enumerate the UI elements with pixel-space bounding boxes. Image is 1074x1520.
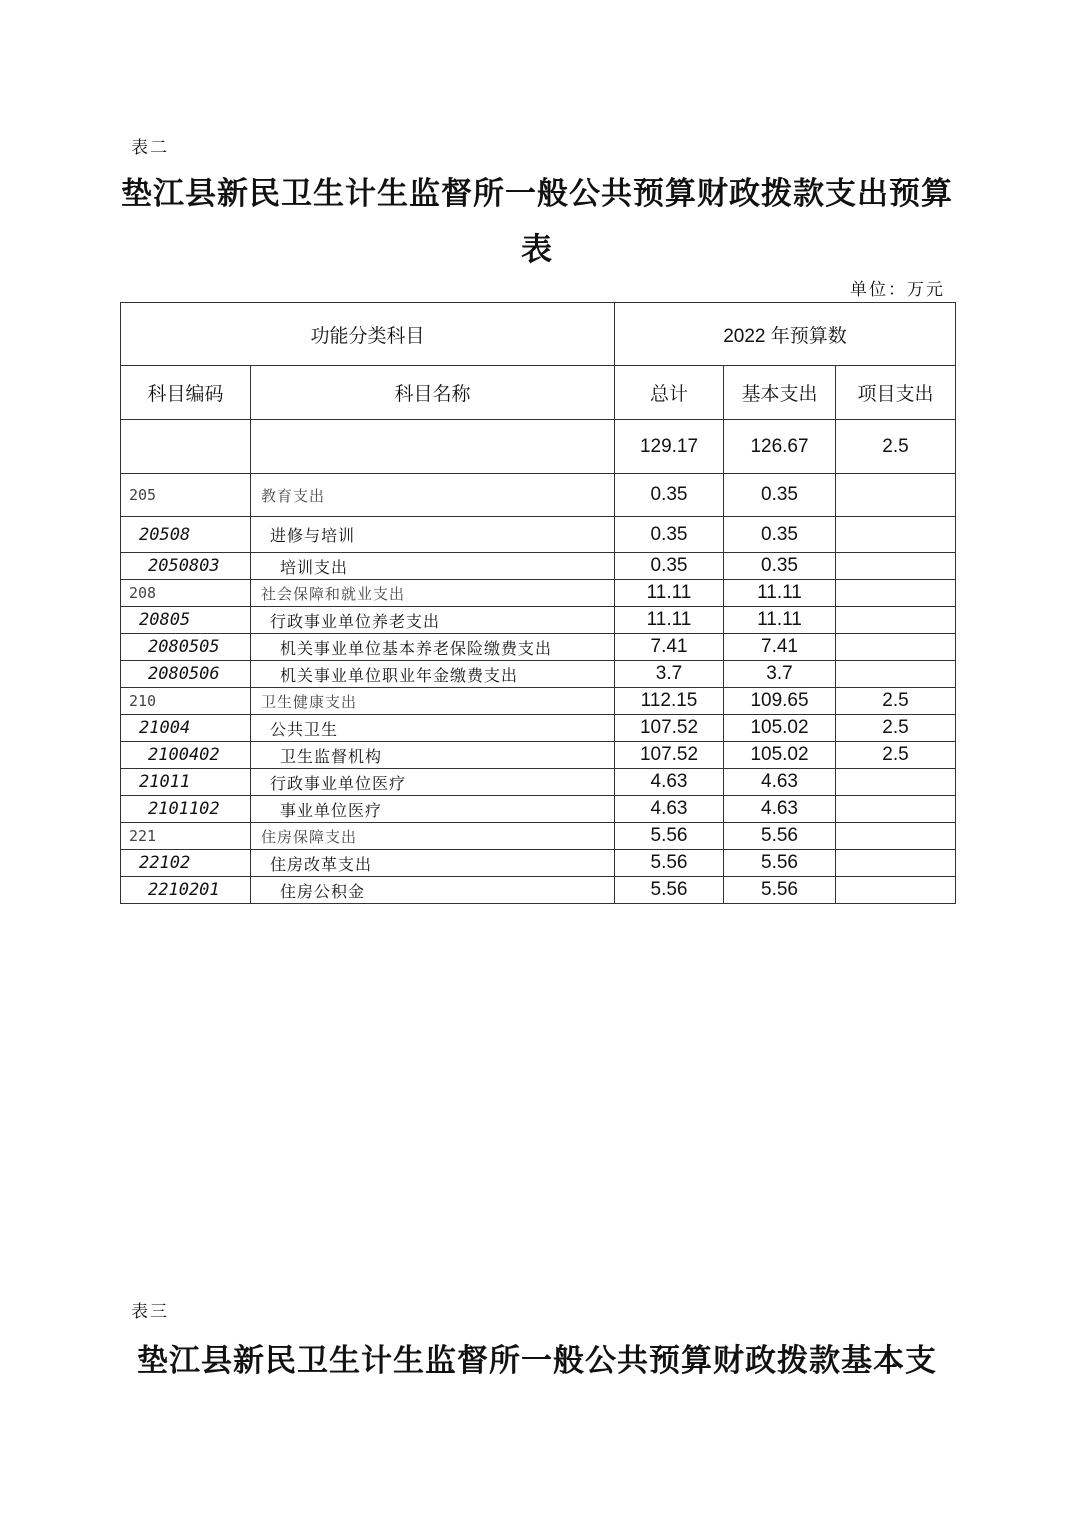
row-code: 21011 <box>121 769 251 796</box>
row-basic: 4.63 <box>724 769 836 796</box>
row-project <box>836 553 956 580</box>
row-code: 22102 <box>121 850 251 877</box>
total-header: 总计 <box>615 366 724 420</box>
row-basic: 3.7 <box>724 661 836 688</box>
table-row <box>121 517 956 553</box>
table-row <box>121 742 956 769</box>
table-row <box>121 715 956 742</box>
table-row <box>121 607 956 634</box>
table2-label: 表二 <box>131 138 169 158</box>
row-basic: 0.35 <box>724 553 836 580</box>
row-project <box>836 796 956 823</box>
row-name: 机关事业单位基本养老保险缴费支出 <box>251 634 615 661</box>
code-header: 科目编码 <box>121 366 251 420</box>
row-name: 卫生健康支出 <box>251 688 615 715</box>
table-row <box>121 769 956 796</box>
row-code: 2080505 <box>121 634 251 661</box>
row-code: 21004 <box>121 715 251 742</box>
row-basic: 4.63 <box>724 796 836 823</box>
budget-year-header: 2022 年预算数 <box>615 303 956 366</box>
row-basic: 11.11 <box>724 580 836 607</box>
row-code: 221 <box>121 823 251 850</box>
header-row-1 <box>121 303 956 366</box>
row-project <box>836 661 956 688</box>
row-name: 住房保障支出 <box>251 823 615 850</box>
table-row <box>121 796 956 823</box>
table3-label: 表三 <box>131 1302 169 1322</box>
table-row <box>121 580 956 607</box>
row-total: 11.11 <box>615 607 724 634</box>
table-row <box>121 850 956 877</box>
table-row <box>121 634 956 661</box>
row-code: 2050803 <box>121 553 251 580</box>
table2-title-line1: 垫江县新民卫生计生监督所一般公共预算财政拨款支出预算 <box>121 176 953 212</box>
row-code: 20508 <box>121 517 251 553</box>
row-project <box>836 769 956 796</box>
totals-basic: 126.67 <box>724 420 836 474</box>
table2-title-line2: 表 <box>521 232 553 268</box>
row-project <box>836 474 956 517</box>
row-total: 0.35 <box>615 474 724 517</box>
row-name: 住房公积金 <box>251 877 615 904</box>
row-name: 行政事业单位养老支出 <box>251 607 615 634</box>
row-project: 2.5 <box>836 715 956 742</box>
row-total: 4.63 <box>615 796 724 823</box>
row-project: 2.5 <box>836 742 956 769</box>
row-project <box>836 877 956 904</box>
row-total: 0.35 <box>615 553 724 580</box>
row-name: 培训支出 <box>251 553 615 580</box>
basic-header: 基本支出 <box>724 366 836 420</box>
row-code: 2100402 <box>121 742 251 769</box>
totals-project: 2.5 <box>836 420 956 474</box>
table-row <box>121 553 956 580</box>
row-code: 208 <box>121 580 251 607</box>
row-basic: 7.41 <box>724 634 836 661</box>
row-basic: 5.56 <box>724 823 836 850</box>
row-name: 进修与培训 <box>251 517 615 553</box>
row-total: 4.63 <box>615 769 724 796</box>
row-basic: 105.02 <box>724 742 836 769</box>
row-total: 0.35 <box>615 517 724 553</box>
row-name: 住房改革支出 <box>251 850 615 877</box>
row-basic: 5.56 <box>724 877 836 904</box>
row-project <box>836 823 956 850</box>
row-total: 112.15 <box>615 688 724 715</box>
row-code: 205 <box>121 474 251 517</box>
table-row <box>121 877 956 904</box>
totals-code-cell <box>121 420 251 474</box>
table-row <box>121 474 956 517</box>
func-category-header: 功能分类科目 <box>121 303 615 366</box>
table-row <box>121 661 956 688</box>
row-project <box>836 517 956 553</box>
row-total: 3.7 <box>615 661 724 688</box>
row-basic: 105.02 <box>724 715 836 742</box>
totals-name-cell <box>251 420 615 474</box>
row-code: 20805 <box>121 607 251 634</box>
row-total: 5.56 <box>615 877 724 904</box>
row-total: 107.52 <box>615 715 724 742</box>
row-name: 卫生监督机构 <box>251 742 615 769</box>
row-code: 2101102 <box>121 796 251 823</box>
row-total: 5.56 <box>615 823 724 850</box>
unit-label: 单位：万元 <box>850 280 945 300</box>
row-code: 2080506 <box>121 661 251 688</box>
row-total: 5.56 <box>615 850 724 877</box>
table3-title-line1: 垫江县新民卫生计生监督所一般公共预算财政拨款基本支 <box>137 1343 937 1379</box>
budget-table <box>120 302 956 904</box>
row-basic: 5.56 <box>724 850 836 877</box>
row-name: 社会保障和就业支出 <box>251 580 615 607</box>
row-name: 公共卫生 <box>251 715 615 742</box>
row-name: 行政事业单位医疗 <box>251 769 615 796</box>
table-row <box>121 823 956 850</box>
row-project <box>836 580 956 607</box>
row-total: 7.41 <box>615 634 724 661</box>
table-row <box>121 688 956 715</box>
row-project <box>836 634 956 661</box>
row-name: 机关事业单位职业年金缴费支出 <box>251 661 615 688</box>
row-name: 事业单位医疗 <box>251 796 615 823</box>
row-code: 210 <box>121 688 251 715</box>
totals-total: 129.17 <box>615 420 724 474</box>
row-basic: 109.65 <box>724 688 836 715</box>
row-basic: 0.35 <box>724 517 836 553</box>
row-name: 教育支出 <box>251 474 615 517</box>
row-basic: 11.11 <box>724 607 836 634</box>
row-basic: 0.35 <box>724 474 836 517</box>
row-project <box>836 850 956 877</box>
name-header: 科目名称 <box>251 366 615 420</box>
row-code: 2210201 <box>121 877 251 904</box>
totals-row <box>121 420 956 474</box>
row-total: 11.11 <box>615 580 724 607</box>
project-header: 项目支出 <box>836 366 956 420</box>
row-total: 107.52 <box>615 742 724 769</box>
row-project: 2.5 <box>836 688 956 715</box>
row-project <box>836 607 956 634</box>
header-row-2 <box>121 366 956 420</box>
